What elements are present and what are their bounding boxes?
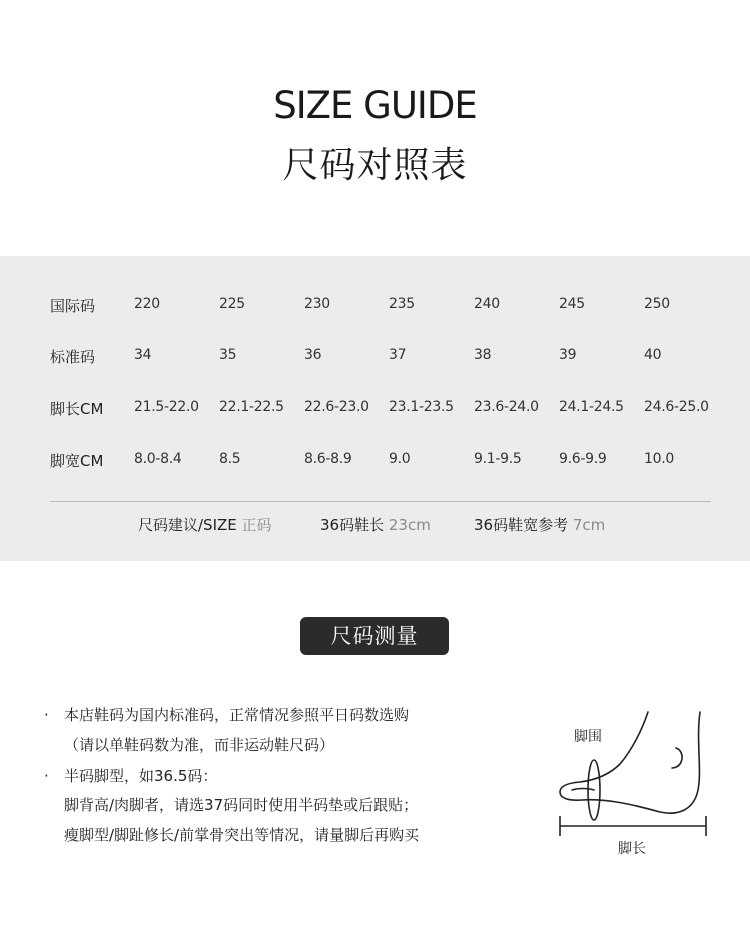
note-label: 36码鞋宽参考 (474, 516, 569, 534)
table-cell: 9.1-9.5 (474, 451, 522, 467)
table-cell: 9.6-9.9 (559, 451, 607, 467)
table-cell: 39 (559, 347, 577, 363)
measure-section-badge: 尺码测量 (300, 617, 449, 655)
row-label: 脚长CM (50, 400, 104, 418)
table-row (0, 346, 750, 370)
row-label: 国际码 (50, 297, 96, 315)
shoe-length-note (320, 514, 431, 535)
foot-measure-diagram (548, 700, 718, 870)
table-cell: 34 (134, 347, 152, 363)
table-cell: 37 (389, 347, 407, 363)
girth-label: 脚围 (574, 729, 602, 745)
table-cell: 10.0 (644, 451, 674, 467)
note-value: 23cm (388, 516, 431, 534)
table-cell: 24.6-25.0 (644, 399, 709, 415)
table-cell: 250 (644, 296, 670, 312)
list-text: （请以单鞋码数为准，而非运动鞋尺码） (64, 736, 335, 754)
row-label: 脚宽CM (50, 452, 104, 470)
table-row (0, 398, 750, 422)
table-cell: 35 (219, 347, 237, 363)
table-cell: 36 (304, 347, 322, 363)
note-value: 7cm (572, 516, 606, 534)
note-value: 正码 (241, 516, 272, 534)
table-cell: 235 (389, 296, 415, 312)
size-table-panel (0, 256, 750, 561)
list-text: 本店鞋码为国内标准码，正常情况参照平日码数选购 (64, 706, 410, 724)
bullet: · (44, 706, 49, 724)
list-item (44, 824, 419, 845)
table-cell: 22.1-22.5 (219, 399, 284, 415)
table-cell: 23.6-24.0 (474, 399, 539, 415)
table-cell: 8.0-8.4 (134, 451, 182, 467)
table-divider (50, 501, 711, 502)
table-cell: 225 (219, 296, 245, 312)
list-text: 瘦脚型/脚趾修长/前掌骨突出等情况，请量脚后再购买 (64, 826, 420, 844)
table-cell: 245 (559, 296, 585, 312)
table-cell: 22.6-23.0 (304, 399, 369, 415)
shoe-width-note (474, 514, 605, 535)
bullet: · (44, 767, 49, 785)
size-advice-note (138, 514, 272, 535)
row-label: 标准码 (50, 348, 96, 366)
title-english: SIZE GUIDE (273, 84, 477, 127)
table-cell: 8.6-8.9 (304, 451, 352, 467)
list-item (44, 765, 217, 786)
table-cell: 24.1-24.5 (559, 399, 624, 415)
table-cell: 40 (644, 347, 662, 363)
table-row (0, 295, 750, 319)
table-cell: 230 (304, 296, 330, 312)
table-cell: 240 (474, 296, 500, 312)
table-row (0, 450, 750, 474)
note-label: 36码鞋长 (320, 516, 385, 534)
length-label: 脚长 (618, 841, 646, 857)
list-item (44, 734, 334, 755)
list-item (44, 704, 409, 725)
title-chinese: 尺码对照表 (282, 145, 468, 186)
table-cell: 23.1-23.5 (389, 399, 454, 415)
table-cell: 21.5-22.0 (134, 399, 199, 415)
list-text: 半码脚型，如36.5码： (64, 767, 218, 785)
table-cell: 38 (474, 347, 492, 363)
table-cell: 220 (134, 296, 160, 312)
note-label: 尺码建议/SIZE (138, 516, 237, 534)
table-cell: 9.0 (389, 451, 411, 467)
list-text: 脚背高/肉脚者，请选37码同时使用半码垫或后跟贴； (64, 796, 419, 814)
list-item (44, 794, 418, 815)
table-cell: 8.5 (219, 451, 241, 467)
